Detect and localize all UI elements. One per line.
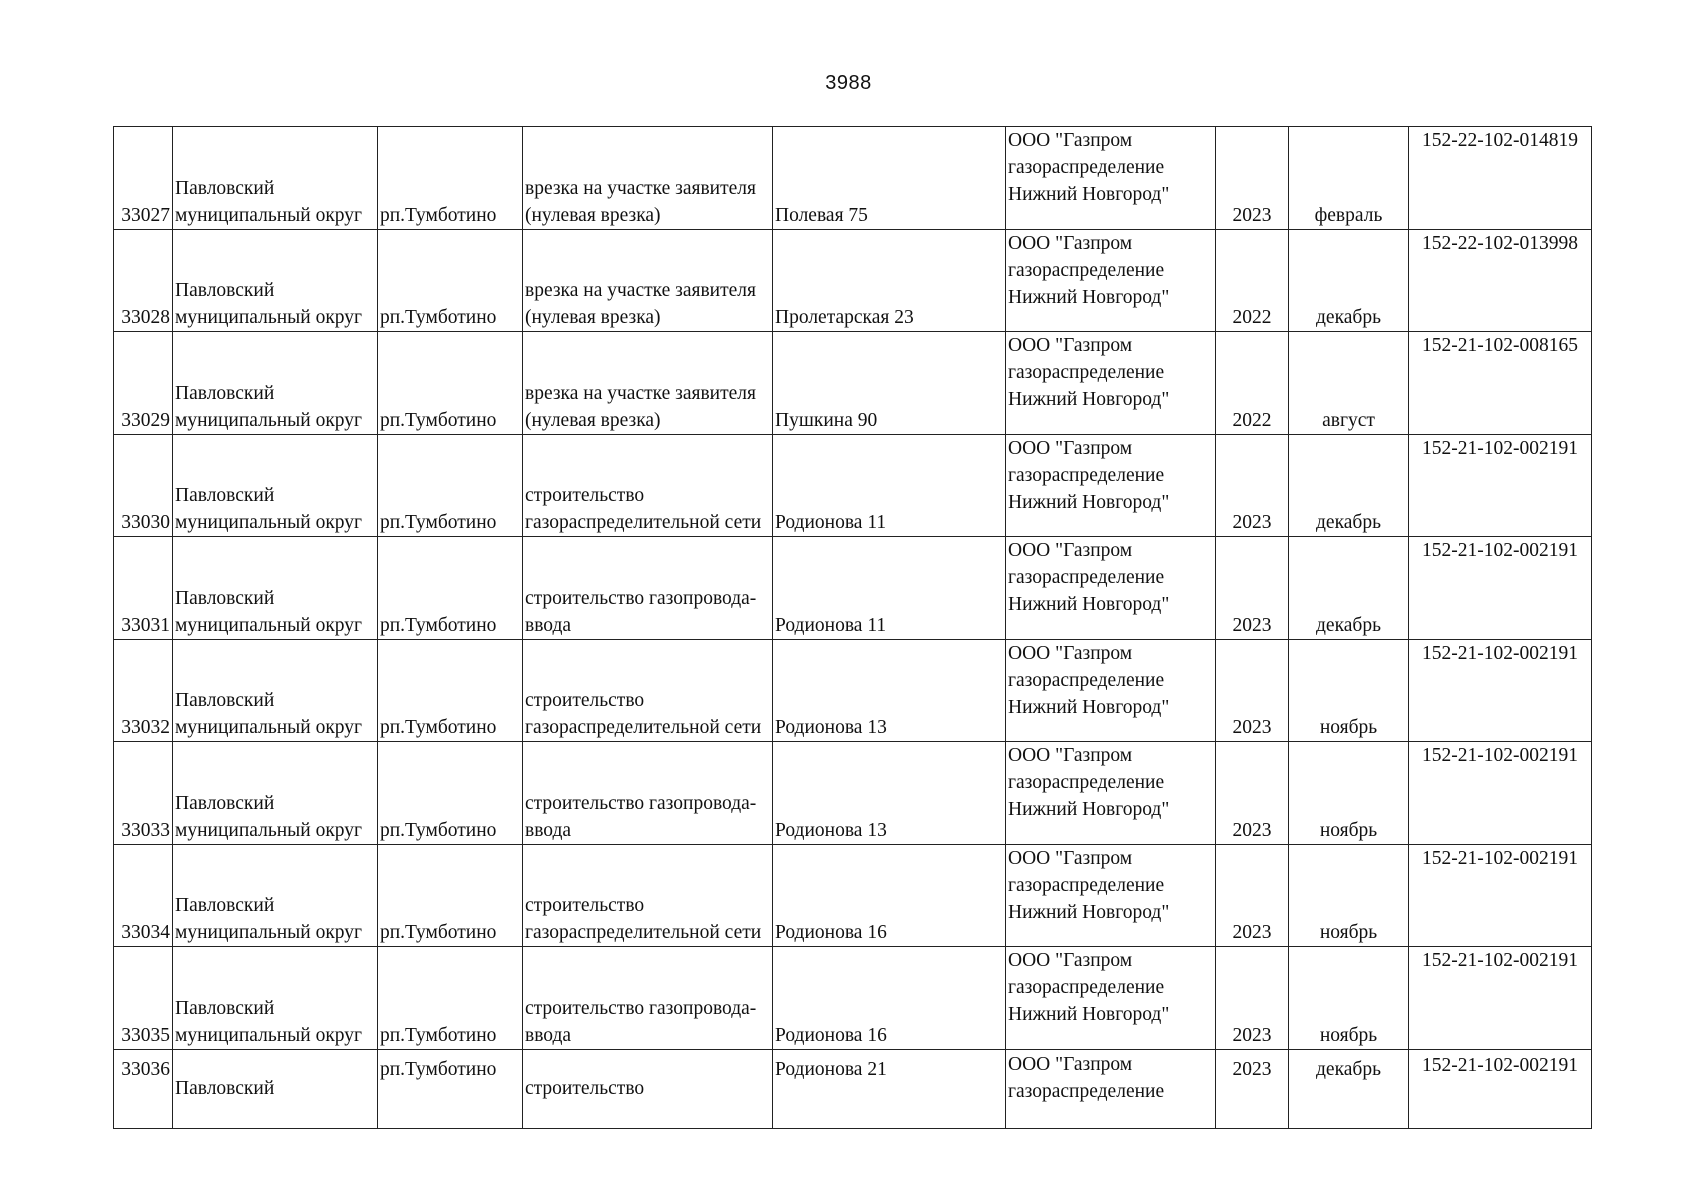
month-cell: декабрь xyxy=(1289,1049,1409,1128)
work-type-cell: врезка на участке заявителя (нулевая врезка) xyxy=(523,127,773,230)
row-id-cell: 33029 xyxy=(114,332,173,435)
district-cell: Павловский муниципальный округ xyxy=(173,537,378,640)
address-cell: Полевая 75 xyxy=(773,127,1006,230)
table-row xyxy=(114,1049,1592,1128)
month-cell: ноябрь xyxy=(1289,947,1409,1050)
district-cell: Павловский муниципальный округ xyxy=(173,742,378,845)
year-cell: 2023 xyxy=(1216,947,1289,1050)
settlement-cell: рп.Тумботино xyxy=(378,639,523,742)
organization-cell: ООО "Газпром газораспределение Нижний Новгород" xyxy=(1006,742,1216,845)
address-cell: Пушкина 90 xyxy=(773,332,1006,435)
organization-cell: ООО "Газпром газораспределение Нижний Новгород" xyxy=(1006,229,1216,332)
contract-number-cell: 152-21-102-002191 xyxy=(1409,434,1592,537)
work-type-cell: строительство газораспределительной сети xyxy=(523,434,773,537)
address-cell: Родионова 13 xyxy=(773,742,1006,845)
district-cell: Павловский муниципальный округ xyxy=(173,332,378,435)
district-cell: Павловский муниципальный округ xyxy=(173,947,378,1050)
district-cell: Павловский муниципальный округ xyxy=(173,127,378,230)
work-type-cell: строительство газораспределительной сети xyxy=(523,844,773,947)
organization-cell: ООО "Газпром газораспределение Нижний Новгород" xyxy=(1006,434,1216,537)
settlement-cell: рп.Тумботино xyxy=(378,947,523,1050)
year-cell: 2023 xyxy=(1216,844,1289,947)
address-cell: Родионова 11 xyxy=(773,537,1006,640)
table-row xyxy=(114,742,1592,845)
settlement-cell: рп.Тумботино xyxy=(378,1049,523,1128)
organization-cell: ООО "Газпром газораспределение Нижний Новгород" xyxy=(1006,127,1216,230)
district-cell: Павловский xyxy=(173,1049,378,1128)
contract-number-cell: 152-21-102-008165 xyxy=(1409,332,1592,435)
organization-cell: ООО "Газпром газораспределение Нижний Новгород" xyxy=(1006,639,1216,742)
table-row xyxy=(114,127,1592,230)
contract-number-cell: 152-21-102-002191 xyxy=(1409,639,1592,742)
table-row xyxy=(114,947,1592,1050)
address-cell: Пролетарская 23 xyxy=(773,229,1006,332)
organization-cell: ООО "Газпром газораспределение xyxy=(1006,1049,1216,1128)
settlement-cell: рп.Тумботино xyxy=(378,332,523,435)
work-type-cell: врезка на участке заявителя (нулевая врезка) xyxy=(523,332,773,435)
district-cell: Павловский муниципальный округ xyxy=(173,639,378,742)
work-type-cell: строительство газопровода- ввода xyxy=(523,947,773,1050)
row-id-cell: 33036 xyxy=(114,1049,173,1128)
row-id-cell: 33034 xyxy=(114,844,173,947)
contract-number-cell: 152-21-102-002191 xyxy=(1409,1049,1592,1128)
contract-number-cell: 152-21-102-002191 xyxy=(1409,844,1592,947)
row-id-cell: 33031 xyxy=(114,537,173,640)
row-id-cell: 33033 xyxy=(114,742,173,845)
organization-cell: ООО "Газпром газораспределение Нижний Новгород" xyxy=(1006,947,1216,1050)
table-row xyxy=(114,844,1592,947)
settlement-cell: рп.Тумботино xyxy=(378,229,523,332)
work-type-cell: строительство газопровода- ввода xyxy=(523,537,773,640)
year-cell: 2023 xyxy=(1216,127,1289,230)
table-row xyxy=(114,229,1592,332)
row-id-cell: 33035 xyxy=(114,947,173,1050)
month-cell: ноябрь xyxy=(1289,742,1409,845)
address-cell: Родионова 13 xyxy=(773,639,1006,742)
month-cell: декабрь xyxy=(1289,537,1409,640)
district-cell: Павловский муниципальный округ xyxy=(173,844,378,947)
contract-number-cell: 152-21-102-002191 xyxy=(1409,537,1592,640)
address-cell: Родионова 16 xyxy=(773,947,1006,1050)
work-type-cell: строительство газораспределительной сети xyxy=(523,639,773,742)
row-id-cell: 33032 xyxy=(114,639,173,742)
year-cell: 2023 xyxy=(1216,537,1289,640)
month-cell: август xyxy=(1289,332,1409,435)
address-cell: Родионова 21 xyxy=(773,1049,1006,1128)
district-cell: Павловский муниципальный округ xyxy=(173,229,378,332)
organization-cell: ООО "Газпром газораспределение Нижний Новгород" xyxy=(1006,844,1216,947)
month-cell: декабрь xyxy=(1289,229,1409,332)
row-id-cell: 33028 xyxy=(114,229,173,332)
table-row xyxy=(114,639,1592,742)
organization-cell: ООО "Газпром газораспределение Нижний Новгород" xyxy=(1006,537,1216,640)
gas-connections-table xyxy=(113,126,1592,1129)
table-row xyxy=(114,332,1592,435)
row-id-cell: 33027 xyxy=(114,127,173,230)
contract-number-cell: 152-22-102-014819 xyxy=(1409,127,1592,230)
year-cell: 2023 xyxy=(1216,434,1289,537)
work-type-cell: строительство газопровода- ввода xyxy=(523,742,773,845)
year-cell: 2023 xyxy=(1216,1049,1289,1128)
contract-number-cell: 152-21-102-002191 xyxy=(1409,742,1592,845)
table-row xyxy=(114,434,1592,537)
settlement-cell: рп.Тумботино xyxy=(378,844,523,947)
district-cell: Павловский муниципальный округ xyxy=(173,434,378,537)
year-cell: 2023 xyxy=(1216,742,1289,845)
year-cell: 2023 xyxy=(1216,639,1289,742)
table-row xyxy=(114,537,1592,640)
work-type-cell: строительство xyxy=(523,1049,773,1128)
address-cell: Родионова 11 xyxy=(773,434,1006,537)
address-cell: Родионова 16 xyxy=(773,844,1006,947)
month-cell: ноябрь xyxy=(1289,639,1409,742)
settlement-cell: рп.Тумботино xyxy=(378,742,523,845)
year-cell: 2022 xyxy=(1216,229,1289,332)
month-cell: февраль xyxy=(1289,127,1409,230)
contract-number-cell: 152-21-102-002191 xyxy=(1409,947,1592,1050)
organization-cell: ООО "Газпром газораспределение Нижний Новгород" xyxy=(1006,332,1216,435)
settlement-cell: рп.Тумботино xyxy=(378,127,523,230)
page-number: 3988 xyxy=(825,72,872,94)
settlement-cell: рп.Тумботино xyxy=(378,537,523,640)
work-type-cell: врезка на участке заявителя (нулевая врезка) xyxy=(523,229,773,332)
row-id-cell: 33030 xyxy=(114,434,173,537)
table-body xyxy=(114,127,1592,1129)
month-cell: ноябрь xyxy=(1289,844,1409,947)
month-cell: декабрь xyxy=(1289,434,1409,537)
contract-number-cell: 152-22-102-013998 xyxy=(1409,229,1592,332)
settlement-cell: рп.Тумботино xyxy=(378,434,523,537)
year-cell: 2022 xyxy=(1216,332,1289,435)
